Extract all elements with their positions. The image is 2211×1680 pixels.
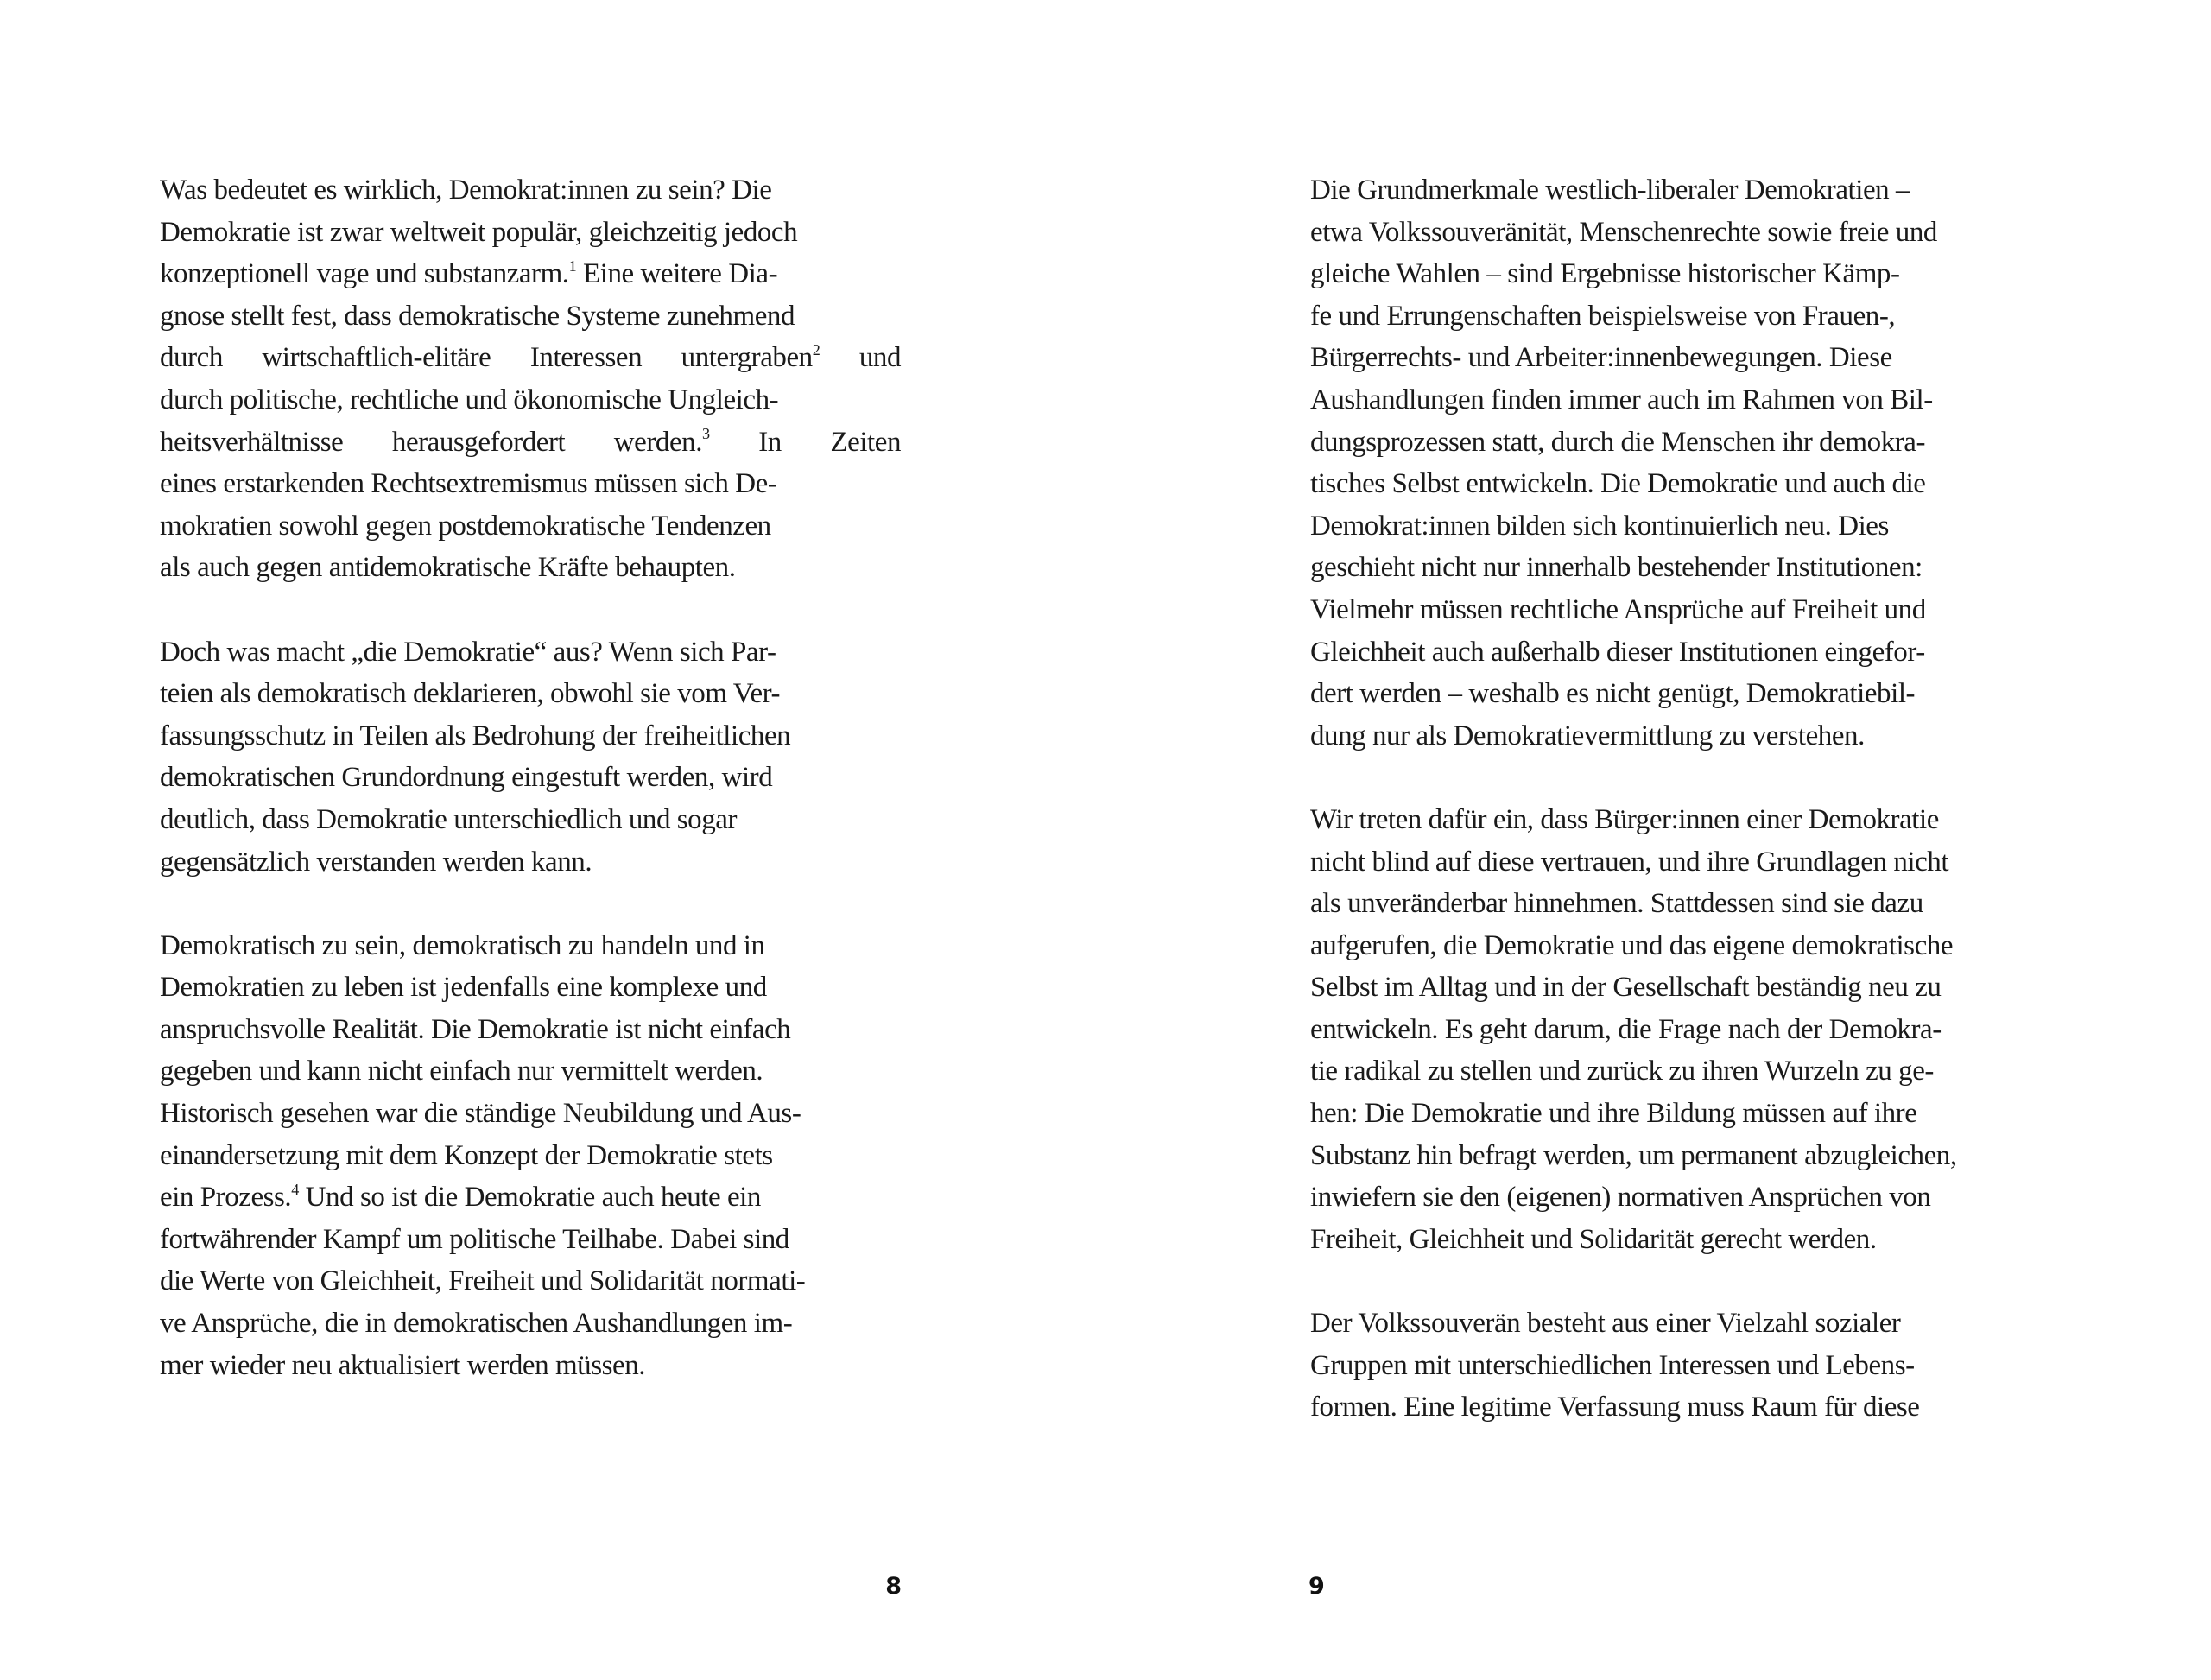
text-line: mokratien sowohl gegen postdemokratische Tendenzen	[160, 510, 771, 542]
text-line: konzeptionell vage und substanzarm.$^1$ Eine weitere Dia-	[160, 257, 778, 290]
text-line: Demokratien zu leben ist jedenfalls eine komplexe und	[160, 972, 767, 1004]
text-line: als unveränderbar hinnehmen. Stattdessen sind sie dazu	[1310, 888, 1923, 920]
text-line: geschieht nicht nur innerhalb bestehender Institutionen:	[1310, 552, 1923, 584]
text-line: dungsprozessen statt, durch die Menschen ihr demokra-	[1310, 426, 1926, 458]
right-page-text-column	[1310, 169, 2051, 1429]
text-line: demokratischen Grundordnung eingestuft werden, wird	[160, 762, 773, 794]
text-line: Wir treten dafür ein, dass Bürger:innen einer Demokratie	[1310, 803, 1939, 835]
paragraph	[1310, 169, 2051, 757]
text-line: teien als demokratisch deklarieren, obwohl sie vom Ver-	[160, 678, 781, 710]
text-line: tie radikal zu stellen und zurück zu ihren Wurzeln zu ge-	[1310, 1056, 1934, 1087]
paragraph	[160, 925, 901, 1387]
text-line: Die Grundmerkmale westlich-liberaler Demokratien –	[1310, 174, 1910, 206]
text-line: als auch gegen antidemokratische Kräfte behaupten.	[160, 552, 736, 584]
text-line: dung nur als Demokratievermittlung zu verstehen.	[1310, 720, 1865, 751]
text-line: Doch was macht „die Demokratie“ aus? Wenn sich Par-	[160, 636, 776, 668]
footnote-marker: 4	[291, 1180, 299, 1198]
text-line: formen. Eine legitime Verfassung muss Raum für diese	[1310, 1392, 1920, 1423]
text-line: gegensätzlich verstanden werden kann.	[160, 846, 592, 878]
text-line: einandersetzung mit dem Konzept der Demokratie stets	[160, 1139, 773, 1171]
text-line: die Werte von Gleichheit, Freiheit und Solidarität normati-	[160, 1265, 806, 1297]
text-line: inwiefern sie den (eigenen) normativen Ansprüchen von	[1310, 1182, 1931, 1214]
page-number: 8	[885, 1573, 902, 1600]
text-line: Aushandlungen finden immer auch im Rahmen von Bil-	[1310, 384, 1933, 415]
text-line: ve Ansprüche, die in demokratischen Aushandlungen im-	[160, 1308, 793, 1340]
text-line: Selbst im Alltag und in der Gesellschaft beständig neu zu	[1310, 972, 1942, 1004]
paragraph	[1310, 799, 2051, 1261]
text-line: Der Volkssouverän besteht aus einer Vielzahl sozialer	[1310, 1308, 1901, 1340]
text-line: Vielmehr müssen rechtliche Ansprüche auf Freiheit und	[1310, 593, 1926, 625]
text-line: eines erstarkenden Rechtsextremismus müssen sich De-	[160, 468, 777, 500]
text-line: dert werden – weshalb es nicht genügt, Demokratiebil-	[1310, 678, 1916, 710]
footnote-marker: 2	[812, 340, 820, 358]
text-line: durch politische, rechtliche und ökonomische Ungleich-	[160, 384, 779, 415]
text-line: deutlich, dass Demokratie unterschiedlich und sogar	[160, 803, 738, 835]
text-line: durch wirtschaftlich-elitäre Interessen untergraben$^2$ und	[160, 340, 902, 374]
right-page	[1106, 0, 2211, 1680]
text-line: heitsverhältnisse herausgefordert werden.$^3$ In Zeiten	[160, 424, 902, 458]
text-line: fe und Errungenschaften beispielsweise von Frauen-,	[1310, 300, 1896, 332]
text-line: nicht blind auf diese vertrauen, und ihre Grundlagen nicht	[1310, 846, 1949, 878]
text-line: Demokratisch zu sein, demokratisch zu handeln und in	[160, 929, 765, 961]
text-line: etwa Volkssouveränität, Menschenrechte sowie freie und	[1310, 216, 1937, 248]
text-line: aufgerufen, die Demokratie und das eigene demokratische	[1310, 929, 1954, 961]
page-number: 9	[1308, 1573, 1325, 1600]
text-line: Bürgerrechts- und Arbeiter:innenbewegungen. Diese	[1310, 342, 1892, 374]
text-line: tisches Selbst entwickeln. Die Demokratie und auch die	[1310, 468, 1926, 500]
text-line: ein Prozess.$^4$ Und so ist die Demokratie auch heute ein	[160, 1180, 761, 1214]
text-line: Demokratie ist zwar weltweit populär, gleichzeitig jedoch	[160, 216, 798, 248]
paragraph	[160, 631, 901, 884]
text-line: gnose stellt fest, dass demokratische Systeme zunehmend	[160, 300, 795, 332]
text-line: Gleichheit auch außerhalb dieser Institutionen eingefor-	[1310, 636, 1925, 668]
text-line: entwickeln. Es geht darum, die Frage nach der Demokra-	[1310, 1013, 1942, 1045]
text-line: gegeben und kann nicht einfach nur vermittelt werden.	[160, 1056, 763, 1087]
text-line: fortwährender Kampf um politische Teilhabe. Dabei sind	[160, 1223, 789, 1255]
text-line: anspruchsvolle Realität. Die Demokratie ist nicht einfach	[160, 1013, 791, 1045]
text-line: Demokrat:innen bilden sich kontinuierlich neu. Dies	[1310, 510, 1889, 542]
footnote-marker: 1	[568, 257, 577, 275]
text-line: Substanz hin befragt werden, um permanent abzugleichen,	[1310, 1139, 1957, 1171]
text-line: Was bedeutet es wirklich, Demokrat:innen zu sein? Die	[160, 174, 772, 206]
left-page-text-column	[160, 169, 901, 1386]
text-line: gleiche Wahlen – sind Ergebnisse historischer Kämp-	[1310, 258, 1900, 290]
text-line: Freiheit, Gleichheit und Solidarität gerecht werden.	[1310, 1223, 1877, 1255]
text-line: fassungsschutz in Teilen als Bedrohung der freiheitlichen	[160, 720, 791, 751]
paragraph	[1310, 1303, 2051, 1429]
text-line: hen: Die Demokratie und ihre Bildung müssen auf ihre	[1310, 1098, 1917, 1130]
footnote-marker: 3	[702, 424, 710, 442]
text-line: Gruppen mit unterschiedlichen Interessen und Lebens-	[1310, 1349, 1915, 1381]
text-line: mer wieder neu aktualisiert werden müssen.	[160, 1349, 646, 1381]
paragraph	[160, 169, 901, 589]
text-line: Historisch gesehen war die ständige Neubildung und Aus-	[160, 1098, 801, 1130]
